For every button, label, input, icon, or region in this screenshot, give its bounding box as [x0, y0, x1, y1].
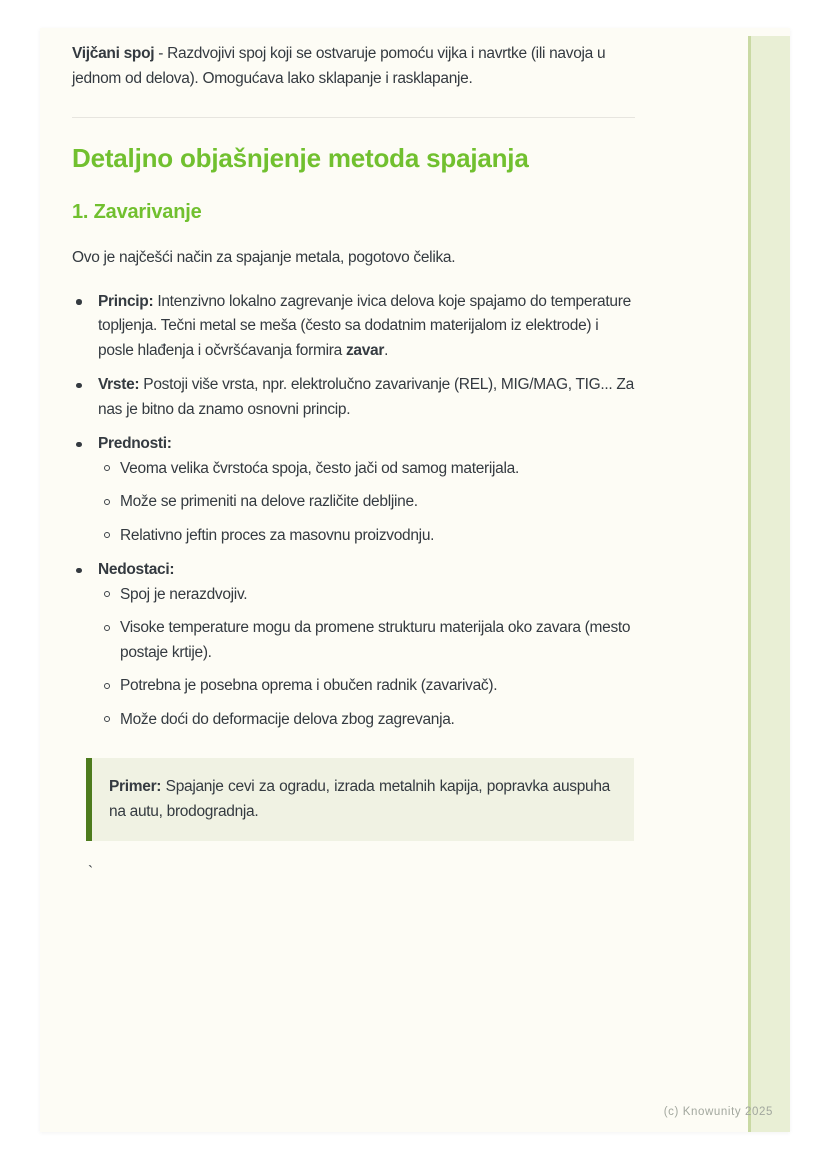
- list-item: Spoj je nerazdvojiv.: [98, 583, 635, 608]
- princip-text: Intenzivno lokalno zagrevanje ivica delova koje spajamo do temperature topljenja. Tečni metal se meša (često sa dodatnim materijalom iz elektrode) i posle hlađenja i očvršćavanja formira: [98, 292, 631, 359]
- lead-paragraph: Ovo je najčešći način za spajanje metala, pogotovo čelika.: [72, 249, 456, 266]
- intro-paragraph: [72, 36, 635, 91]
- list-item: Relativno jeftin proces za masovnu proizvodnju.: [98, 524, 635, 549]
- intro-text: - Razdvojivi spoj koji se ostvaruje pomoću vijka i navrtke (ili navoja u jednom od delova). Omogućava lako sklapanje i rasklapanje.: [72, 45, 606, 87]
- section-heading: Detaljno objašnjenje metoda spajanja: [72, 143, 529, 173]
- section-divider: [72, 117, 635, 118]
- prednosti-label: Prednosti:: [98, 435, 172, 452]
- list-item-vrste: [72, 373, 635, 422]
- list-item-princip: [72, 290, 635, 364]
- example-callout: [86, 758, 634, 841]
- list-item-prednosti: [72, 432, 635, 548]
- nedostaci-label: Nedostaci:: [98, 561, 175, 578]
- list-item: Potrebna je posebna oprema i obučen radnik (zavarivač).: [98, 674, 635, 699]
- list-item: Može doći do deformacije delova zbog zagrevanja.: [98, 708, 635, 733]
- callout-text: Spajanje cevi za ogradu, izrada metalnih kapija, popravka auspuha na autu, brodogradnja.: [109, 778, 610, 820]
- vrste-text: Postoji više vrsta, npr. elektrolučno zavarivanje (REL), MIG/MAG, TIG... Za nas je bitno da znamo osnovni princip.: [98, 376, 634, 418]
- callout-label: Primer:: [109, 778, 162, 795]
- list-item: Veoma velika čvrstoća spoja, često jači od samog materijala.: [98, 457, 635, 482]
- copyright-footer: (c) Knowunity 2025: [663, 1106, 773, 1118]
- princip-label: Princip:: [98, 292, 154, 310]
- document-content: [40, 28, 790, 886]
- princip-bold-term: zavar: [345, 341, 385, 359]
- stray-character: `: [88, 864, 93, 881]
- list-item-nedostaci: [72, 558, 635, 732]
- intro-term: Vijčani spoj: [72, 45, 155, 62]
- document-page: [40, 28, 790, 1132]
- princip-tail: .: [384, 341, 389, 359]
- callout-paragraph: [109, 775, 610, 824]
- bullet-list: [72, 290, 635, 733]
- list-item: Visoke temperature mogu da promene strukturu materijala oko zavara (mesto postaje krtije).: [98, 616, 635, 665]
- vrste-label: Vrste:: [98, 376, 140, 393]
- subsection-heading: 1. Zavarivanje: [72, 201, 202, 223]
- list-item: Može se primeniti na delove različite debljine.: [98, 490, 635, 515]
- nedostaci-sublist: [98, 583, 635, 733]
- prednosti-sublist: [98, 457, 635, 549]
